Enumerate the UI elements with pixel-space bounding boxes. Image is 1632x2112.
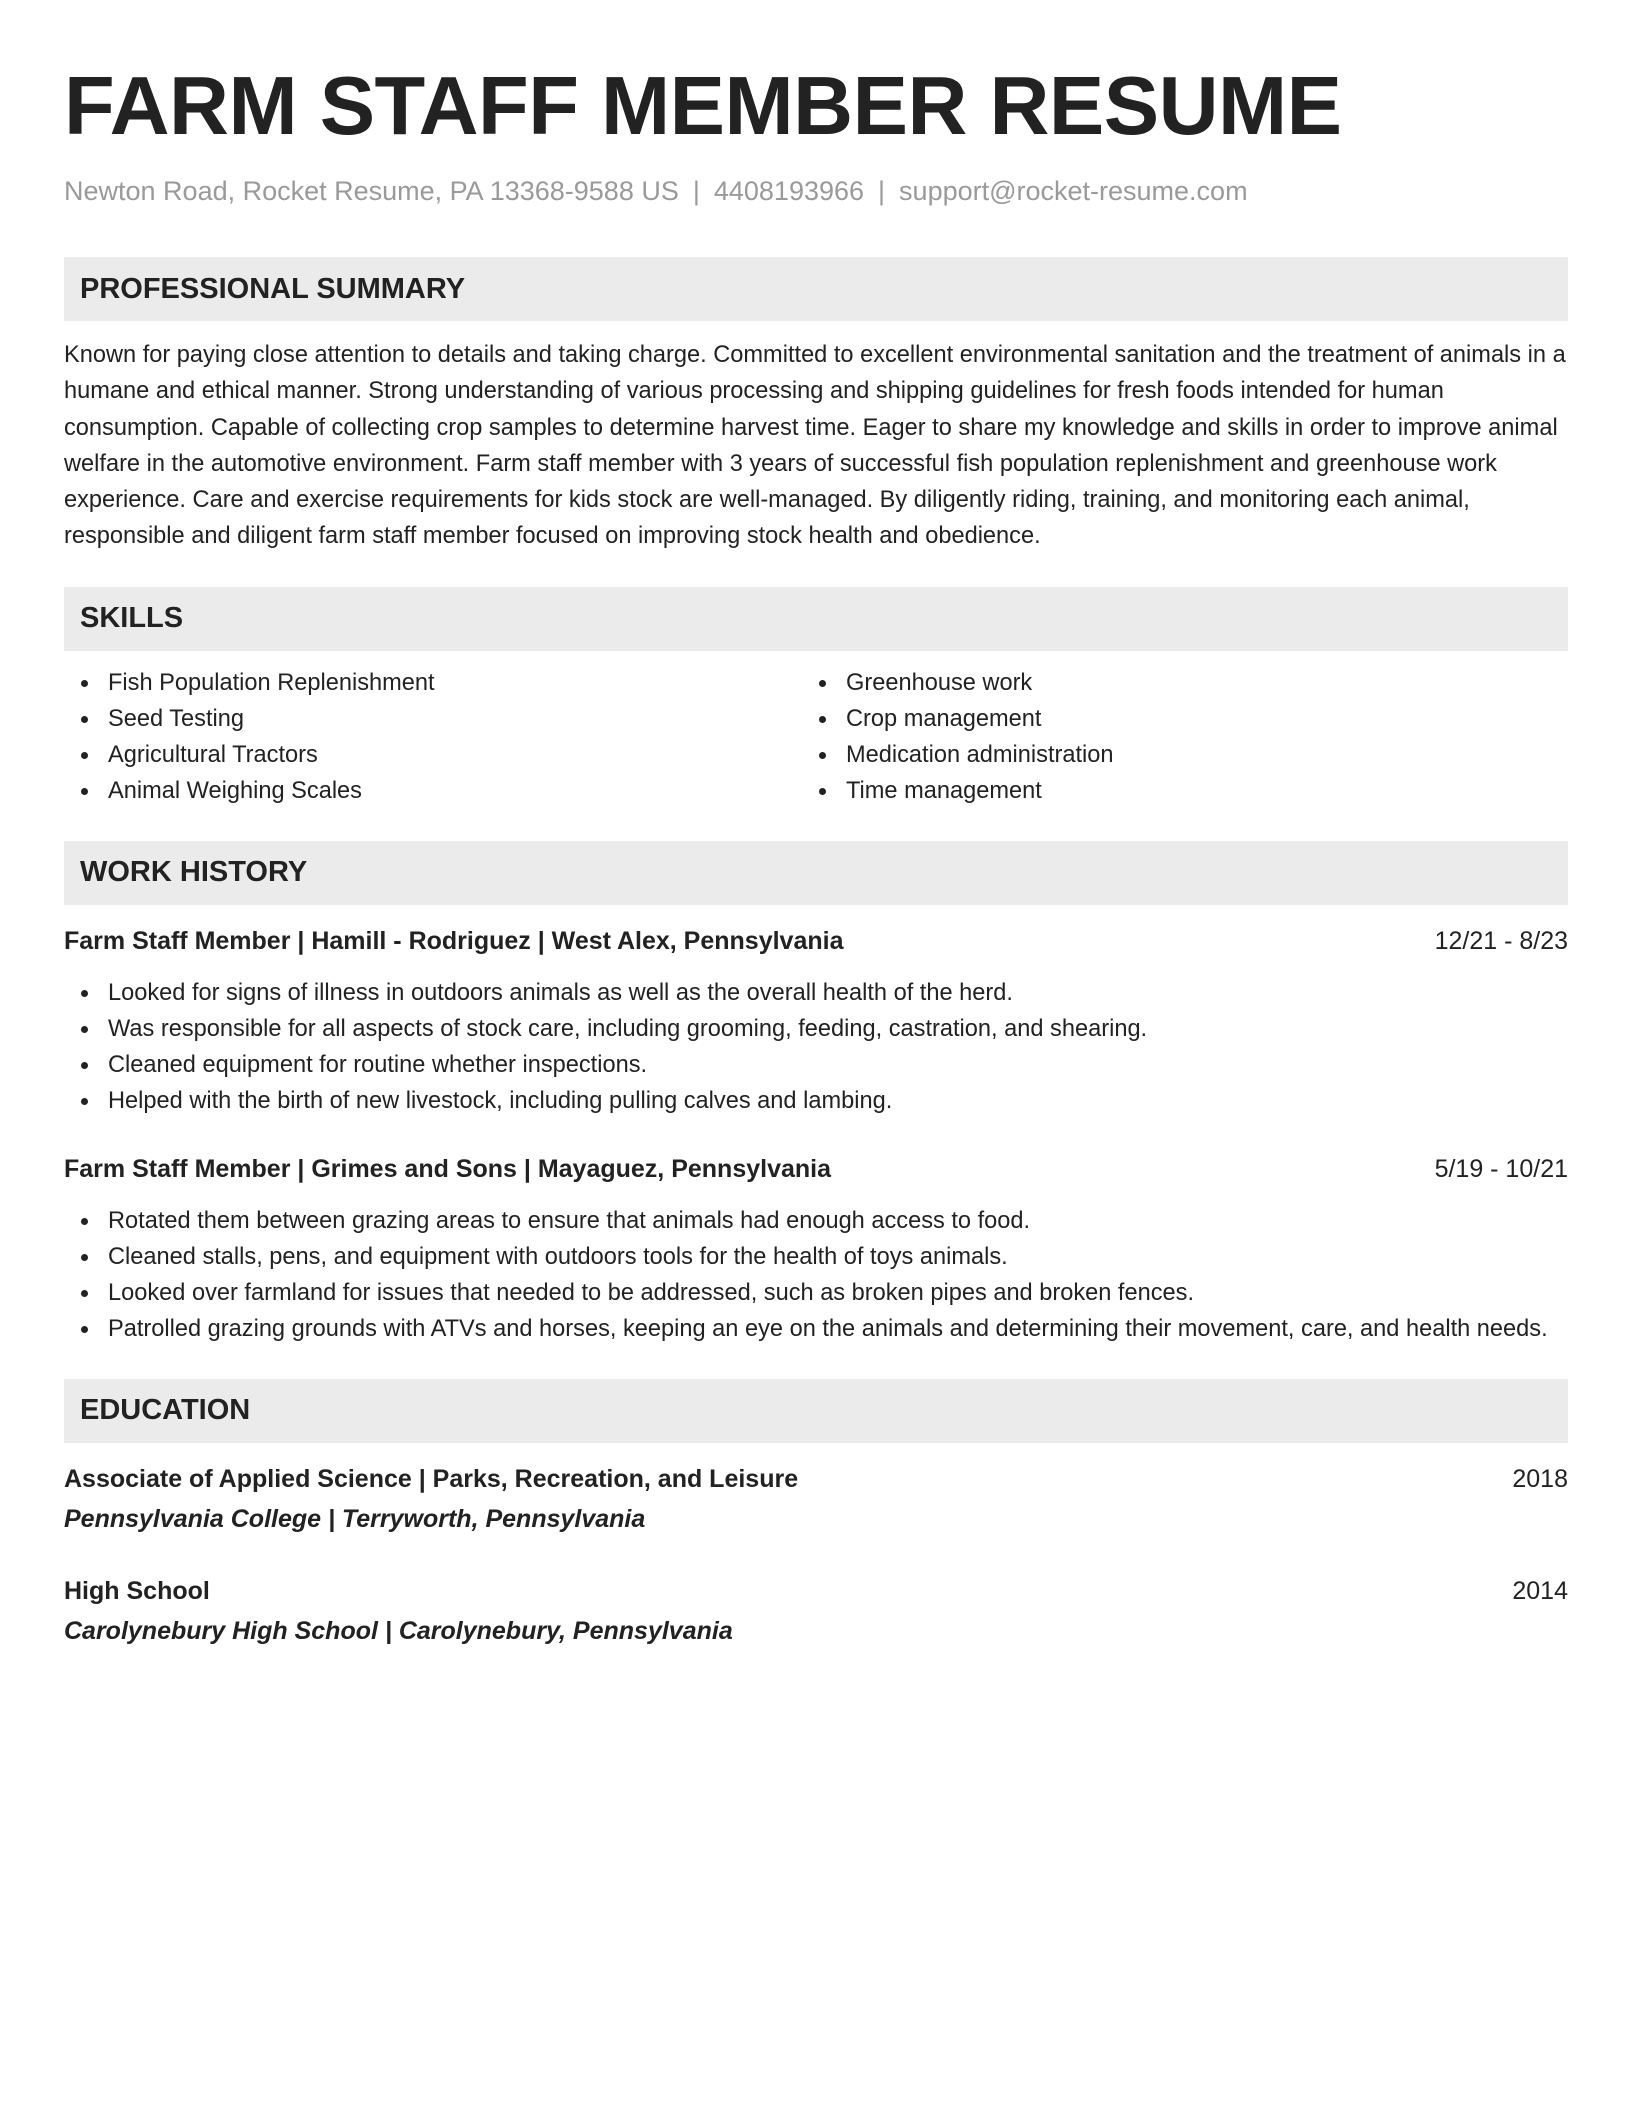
job-title-row — [64, 1153, 1568, 1185]
education-year: 2014 — [1512, 1576, 1568, 1605]
job-bullet-text: Patrolled grazing grounds with ATVs and horses, keeping an eye on the animals and determining their movement, care, and health needs. — [108, 1315, 1548, 1342]
job-heading: Farm Staff Member | Hamill - Rodriguez | West Alex, Pennsylvania — [64, 926, 844, 955]
job-bullet-text: Looked for signs of illness in outdoors animals as well as the overall health of the herd. — [108, 979, 1013, 1006]
job-dates: 5/19 - 10/21 — [1434, 1154, 1568, 1183]
skills-grid — [64, 665, 1568, 809]
job-bullet-text: Helped with the birth of new livestock, including pulling calves and lambing. — [108, 1087, 893, 1114]
bullet-icon — [81, 680, 88, 687]
bullet-icon — [819, 788, 826, 795]
education-school: Pennsylvania College | Terryworth, Pennsylvania — [64, 1504, 646, 1533]
job-bullet — [64, 1047, 1568, 1083]
section-header-work-history: WORK HISTORY — [64, 841, 1568, 905]
job-bullet — [64, 1083, 1568, 1119]
bullet-icon — [81, 990, 88, 997]
job-heading: Farm Staff Member | Grimes and Sons | Mayaguez, Pennsylvania — [64, 1154, 832, 1183]
contact-phone: 4408193966 — [713, 176, 865, 206]
job-title-row — [64, 925, 1568, 957]
job-bullet-text: Cleaned equipment for routine whether inspections. — [108, 1051, 648, 1078]
bullet-icon — [81, 1026, 88, 1033]
job-entry — [64, 925, 1568, 1119]
section-header-education: EDUCATION — [64, 1379, 1568, 1443]
skills-column-right — [816, 665, 1568, 809]
education-year: 2018 — [1512, 1464, 1568, 1493]
contact-email: support@rocket-resume.com — [899, 176, 1248, 206]
job-bullet — [64, 1311, 1568, 1347]
job-bullet — [64, 1275, 1568, 1311]
bullet-icon — [819, 716, 826, 723]
education-row — [64, 1575, 1568, 1607]
contact-address: Newton Road, Rocket Resume, PA 13368-9588 US — [64, 176, 679, 206]
education-entry — [64, 1575, 1568, 1647]
skill-item — [64, 773, 816, 809]
skills-column-left — [64, 665, 816, 809]
section-header-professional-summary: PROFESSIONAL SUMMARY — [64, 257, 1568, 321]
resume-title: FARM STAFF MEMBER RESUME — [64, 59, 1342, 152]
section-header-skills: SKILLS — [64, 587, 1568, 651]
summary-text: Known for paying close attention to details and taking charge. Committed to excellent environmental sanitation and the treatment of animals in a humane and ethical manner. Strong understanding of various processing and shipping guidelines for fresh foods intended for human consumption. Capable of collecting crop samples to determine harvest time. Eager to share my knowledge and skills in order to improve animal welfare in the automotive environment. Farm staff member with 3 years of successful fish population replenishment and greenhouse work experience. Care and exercise requirements for kids stock are well-managed. By diligently riding, training, and monitoring each animal, responsible and diligent farm staff member focused on improving stock health and obedience. — [64, 342, 1566, 550]
bullet-icon — [819, 752, 826, 759]
skill-item — [816, 737, 1568, 773]
bullet-icon — [81, 1062, 88, 1069]
education-school: Carolynebury High School | Carolynebury, Pennsylvania — [64, 1616, 733, 1645]
contact-line — [64, 174, 1568, 208]
bullet-icon — [81, 1290, 88, 1297]
skill-item — [64, 701, 816, 737]
job-bullet — [64, 1203, 1568, 1239]
job-bullet-text: Cleaned stalls, pens, and equipment with outdoors tools for the health of toys animals. — [108, 1243, 1008, 1270]
skill-item — [816, 665, 1568, 701]
bullet-icon — [819, 680, 826, 687]
bullet-icon — [81, 788, 88, 795]
contact-separator: | — [878, 176, 886, 206]
bullet-icon — [81, 752, 88, 759]
bullet-icon — [81, 1218, 88, 1225]
contact-separator: | — [692, 176, 700, 206]
education-row — [64, 1463, 1568, 1495]
job-bullet-list — [64, 1203, 1568, 1347]
job-bullet-text: Was responsible for all aspects of stock care, including grooming, feeding, castration, and shearing. — [108, 1015, 1148, 1042]
education-entry — [64, 1463, 1568, 1535]
bullet-icon — [81, 1098, 88, 1105]
bullet-icon — [81, 1326, 88, 1333]
skill-item — [816, 773, 1568, 809]
skill-label: Greenhouse work — [846, 669, 1033, 696]
job-bullet-text: Looked over farmland for issues that needed to be addressed, such as broken pipes and broken fences. — [108, 1279, 1195, 1306]
job-bullet — [64, 1011, 1568, 1047]
job-bullet-list — [64, 975, 1568, 1119]
education-degree: Associate of Applied Science | Parks, Recreation, and Leisure — [64, 1464, 799, 1493]
job-bullet — [64, 1239, 1568, 1275]
job-bullet-text: Rotated them between grazing areas to ensure that animals had enough access to food. — [108, 1207, 1031, 1234]
education-degree: High School — [64, 1576, 210, 1605]
job-dates: 12/21 - 8/23 — [1434, 926, 1568, 955]
skill-label: Seed Testing — [108, 705, 244, 732]
skill-item — [64, 737, 816, 773]
job-bullet — [64, 975, 1568, 1011]
skill-label: Crop management — [846, 705, 1042, 732]
skill-label: Medication administration — [846, 741, 1114, 768]
skill-label: Agricultural Tractors — [108, 741, 318, 768]
job-entry — [64, 1153, 1568, 1347]
bullet-icon — [81, 716, 88, 723]
skill-item — [816, 701, 1568, 737]
skill-label: Time management — [846, 777, 1042, 804]
skill-item — [64, 665, 816, 701]
bullet-icon — [81, 1254, 88, 1261]
skill-label: Animal Weighing Scales — [108, 777, 362, 804]
skill-label: Fish Population Replenishment — [108, 669, 435, 696]
